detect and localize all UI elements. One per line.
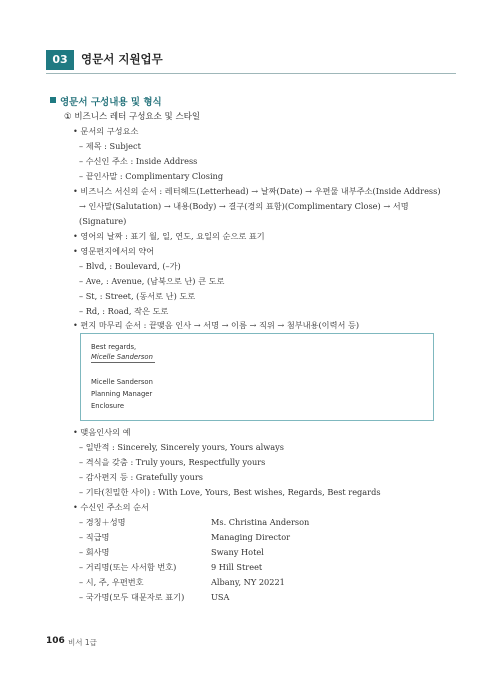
address-label: – 회사명 <box>79 547 110 557</box>
address-value: Ms. Christina Anderson <box>211 517 310 527</box>
signature-line <box>91 362 155 363</box>
list-item: – Blvd, : Boulevard, (–가) <box>79 261 181 271</box>
text-line: (Signature) <box>79 216 127 226</box>
chapter-divider <box>46 73 456 74</box>
list-item: – 제목 : Subject <box>79 141 141 151</box>
address-label: – 경칭＋성명 <box>79 517 126 527</box>
section-title: 영문서 구성내용 및 형식 <box>60 97 162 108</box>
bullet-components: • 문서의 구성요소 <box>73 126 139 136</box>
text-line: → 인사말(Salutation) → 내용(Body) → 결구(경의 표함)(Complimentary Close) → 서명 <box>79 201 409 211</box>
subsection-title: ① 비즈니스 레터 구성요소 및 스타일 <box>64 112 201 122</box>
letter-closing-example-box <box>80 333 434 421</box>
bullet-address-order: • 수신인 주소의 순서 <box>73 502 149 512</box>
address-value: Albany, NY 20221 <box>211 577 285 587</box>
bullet-letter-order: • 비즈니스 서신의 순서 : 레터헤드(Letterhead) → 날짜(Date) → 우편물 내부주소(Inside Address) <box>73 186 441 196</box>
address-label: – 국가명(모두 대문자로 표기) <box>79 592 185 602</box>
section-square-icon <box>50 97 56 103</box>
letter-position: Planning Manager <box>91 390 153 398</box>
list-item: – 감사편지 등 : Gratefully yours <box>79 472 203 482</box>
address-value: 9 Hill Street <box>211 562 263 572</box>
list-item: – 격식을 갖춤 : Truly yours, Respectfully yours <box>79 457 266 467</box>
list-item: – 일반적 : Sincerely, Sincerely yours, Yours always <box>79 442 284 452</box>
list-item: – 끝인사말 : Complimentary Closing <box>79 171 224 181</box>
list-item: – Rd, : Road, 작은 도로 <box>79 306 169 316</box>
letter-signature: Micelle Sanderson <box>91 353 153 361</box>
list-item: – 수신인 주소 : Inside Address <box>79 156 198 166</box>
page-number: 106 <box>46 636 65 646</box>
bullet-closing-order: • 편지 마무리 순서 : 끝맺음 인사 → 서명 → 이름 → 직위 → 첨부내용(이력서 등) <box>73 320 360 330</box>
address-label: – 직급명 <box>79 532 110 542</box>
list-item: – 기타(친밀한 사이) : With Love, Yours, Best wishes, Regards, Best regards <box>79 487 381 497</box>
chapter-title: 영문서 지원업무 <box>81 52 163 66</box>
letter-enclosure: Enclosure <box>91 402 125 410</box>
address-label: – 시, 주, 우편번호 <box>79 577 144 587</box>
address-value: Managing Director <box>211 532 291 542</box>
list-item: – St, : Street, (동서로 난) 도로 <box>79 291 196 301</box>
address-value: Swany Hotel <box>211 547 264 557</box>
bullet-abbreviations: • 영문편지에서의 약어 <box>73 246 155 256</box>
bullet-date-format: • 영어의 날짜 : 표기 월, 일, 연도, 요일의 순으로 표기 <box>73 231 265 241</box>
chapter-number-badge: 03 <box>46 50 74 70</box>
bullet-closing-examples: • 맺음인사의 예 <box>73 427 131 437</box>
address-label: – 거리명(또는 사서함 번호) <box>79 562 177 572</box>
list-item: – Ave, : Avenue, (남북으로 난) 큰 도로 <box>79 276 225 286</box>
book-title: 비서 1급 <box>68 638 97 647</box>
letter-closing: Best regards, <box>91 343 137 351</box>
address-value: USA <box>211 592 230 602</box>
letter-name: Micelle Sanderson <box>91 378 153 386</box>
